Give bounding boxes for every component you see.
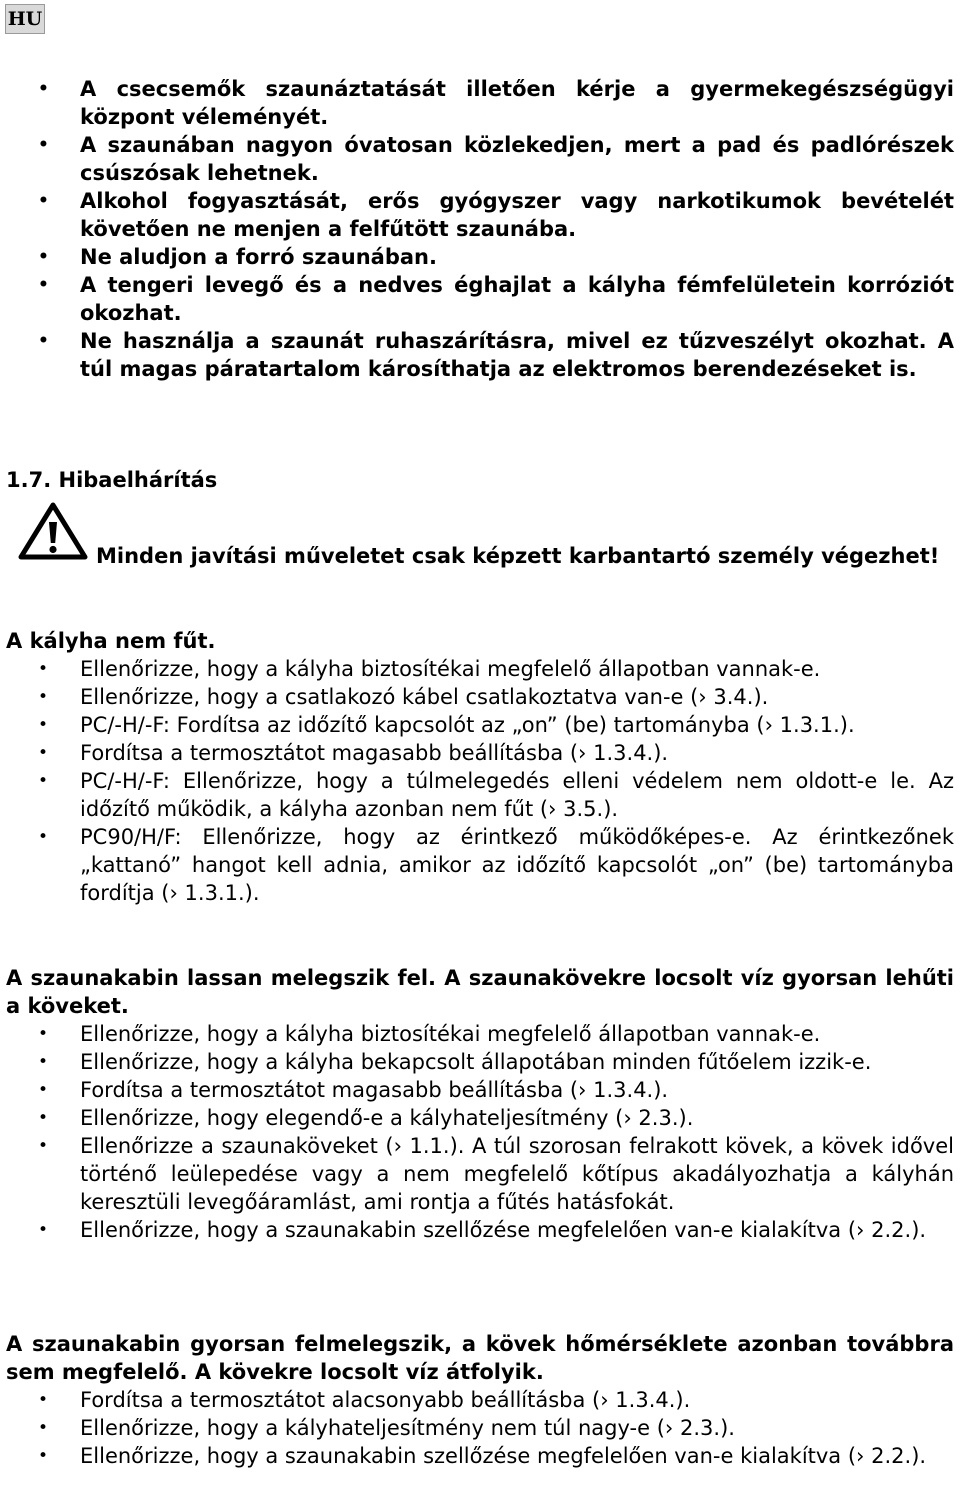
problem-list (6, 1020, 954, 1244)
language-tag: HU (5, 4, 45, 34)
list-item: • Ne aludjon a forró szaunában. (6, 243, 954, 271)
list-item: • A csecsemők szaunáztatását illetően kérje a gyermekegészségügyi központ véleményét. (6, 75, 954, 131)
list-item: • PC90/H/F: Ellenőrizze, hogy az érintkező működőképes-e. Az érintkezőnek „kattanó” hangot kell adnia, amikor az időzítő kapcsolót „on” (be) tartományba fordítja (› 1.3.1.). (6, 823, 954, 907)
list-item: • A szaunában nagyon óvatosan közlekedjen, mert a pad és padlórészek csúszósak lehetnek. (6, 131, 954, 187)
problem-heading: A szaunakabin lassan melegszik fel. A szaunakövekre locsolt víz gyorsan lehűti a köveket. (6, 966, 954, 1018)
list-item: • Ellenőrizze, hogy a csatlakozó kábel csatlakoztatva van-e (› 3.4.). (6, 683, 954, 711)
problem-list (6, 655, 954, 907)
section-title: 1.7. Hibaelhárítás (6, 468, 218, 492)
list-item: • Fordítsa a termosztátot magasabb beállításba (› 1.3.4.). (6, 739, 954, 767)
list-item: • Fordítsa a termosztátot magasabb beállításba (› 1.3.4.). (6, 1076, 954, 1104)
list-item: • Ellenőrizze a szaunaköveket (› 1.1.). A túl szorosan felrakott kövek, a kövek idővel történő leülepedése vagy a nem megfelelő kőtípus akadályozhatja a kályhán keresztüli levegőáramlást, ami rontja a fűtés hatásfokát. (6, 1132, 954, 1216)
list-item: • Ellenőrizze, hogy a szaunakabin szellőzése megfelelően van-e kialakítva (› 2.2.). (6, 1442, 954, 1470)
problem-section-1 (6, 627, 954, 907)
list-item: • PC/-H/-F: Ellenőrizze, hogy a túlmelegedés elleni védelem nem oldott-e le. Az időzítő működik, a kályha azonban nem fűt (› 3.5.). (6, 767, 954, 823)
list-item: • Ellenőrizze, hogy a szaunakabin szellőzése megfelelően van-e kialakítva (› 2.2.). (6, 1216, 954, 1244)
safety-list (6, 75, 954, 383)
warning-block (6, 502, 954, 570)
warning-text: Minden javítási műveletet csak képzett karbantartó személy végezhet! (96, 544, 940, 568)
problem-section-3 (6, 1330, 954, 1470)
list-item: • Alkohol fogyasztását, erős gyógyszer vagy narkotikumok bevételét követően ne menjen a felfűtött szaunába. (6, 187, 954, 243)
list-item: • Fordítsa a termosztátot alacsonyabb beállításba (› 1.3.4.). (6, 1386, 954, 1414)
list-item: • Ellenőrizze, hogy a kályha biztosítékai megfelelő állapotban vannak-e. (6, 1020, 954, 1048)
list-item: • Ellenőrizze, hogy a kályha biztosítékai megfelelő állapotban vannak-e. (6, 655, 954, 683)
list-item: • PC/-H/-F: Fordítsa az időzítő kapcsolót az „on” (be) tartományba (› 1.3.1.). (6, 711, 954, 739)
safety-list-block (6, 75, 954, 383)
problem-heading: A kályha nem fűt. (6, 629, 216, 653)
problem-section-2 (6, 964, 954, 1244)
list-item: • Ellenőrizze, hogy a kályhateljesítmény nem túl nagy-e (› 2.3.). (6, 1414, 954, 1442)
problem-heading: A szaunakabin gyorsan felmelegszik, a kövek hőmérséklete azonban továbbra sem megfelelő. A kövekre locsolt víz átfolyik. (6, 1332, 954, 1384)
list-item: • Ellenőrizze, hogy elegendő-e a kályhateljesítmény (› 2.3.). (6, 1104, 954, 1132)
list-item: • A tengeri levegő és a nedves éghajlat a kályha fémfelületein korróziót okozhat. (6, 271, 954, 327)
list-item: • Ellenőrizze, hogy a kályha bekapcsolt állapotában minden fűtőelem izzik-e. (6, 1048, 954, 1076)
problem-list (6, 1386, 954, 1470)
list-item: • Ne használja a szaunát ruhaszárításra, mivel ez tűzveszélyt okozhat. A túl magas páratartalom károsíthatja az elektromos berendezéseket is. (6, 327, 954, 383)
warning-triangle-icon (18, 502, 88, 560)
